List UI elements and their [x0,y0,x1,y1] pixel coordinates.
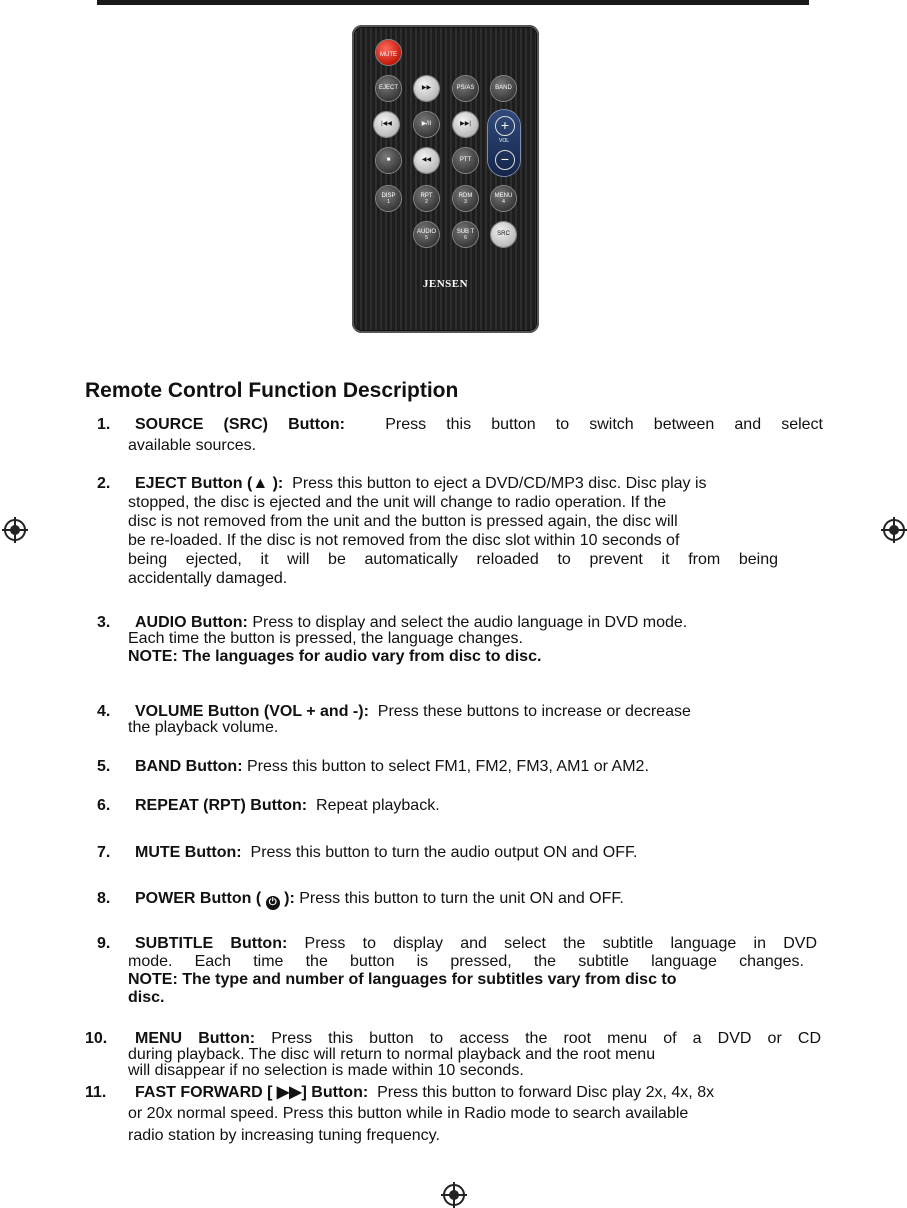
remote-prev-button: |◀◀ [374,112,399,137]
volume-plus-icon: + [495,116,515,136]
remote-rew-button: ◀◀ [414,148,439,173]
volume-label: VOL [498,138,509,144]
item-title: VOLUME Button (VOL + and -): [135,703,369,720]
remote-ptt-button: PTT [453,148,478,173]
item-title: REPEAT (RPT) Button: [135,797,308,814]
item-title: BAND Button: [135,758,243,775]
item-title: SOURCE (SRC) Button: [135,416,345,433]
remote-disp-button: DISP 1 [376,186,401,211]
item-title: POWER Button ( ⏻ ): [135,890,295,908]
remote-volume-rocker [488,110,520,176]
registration-mark-bottom-icon [443,1184,465,1206]
item-title: MENU Button: [135,1030,256,1047]
remote-eject-button: EJECT [376,76,401,101]
remote-brand-logo: JENSEN [422,278,469,290]
note-text: NOTE: The languages for audio vary from disc to disc. [128,648,542,665]
registration-mark-right-icon [883,519,905,541]
remote-audio-button: AUDIO 5 [414,222,439,247]
item-title: FAST FORWARD [ ▶▶] Button: [135,1084,369,1101]
remote-play-button: ▶/II [414,112,439,137]
top-rule [97,0,809,5]
registration-mark-left-icon [4,519,26,541]
remote-subt-button: SUB T 6 [453,222,478,247]
remote-mute-button: MUTE [376,40,401,65]
note-text: NOTE: The type and number of languages for subtitles vary from disc to [128,971,677,988]
power-icon: ⏻ [266,896,280,910]
remote-next-button: ▶▶| [453,112,478,137]
page-title: Remote Control Function Description [85,379,459,402]
item-title: MUTE Button: [135,844,242,861]
remote-band-button: BAND [491,76,516,101]
item-title: AUDIO Button: [135,614,248,631]
note-text-cont: disc. [128,989,165,1006]
volume-minus-icon: − [495,150,515,170]
remote-rpt-button: RPT 2 [414,186,439,211]
remote-src-button: SRC [491,222,516,247]
remote-psas-button: PS/AS [453,76,478,101]
item-title: EJECT Button (▲ ): [135,475,284,492]
item-title: SUBTITLE Button: [135,935,288,952]
remote-menu-button: MENU 4 [491,186,516,211]
remote-ff-button: ▶▶ [414,76,439,101]
remote-rdm-button: RDM 3 [453,186,478,211]
remote-stop-button: ■ [376,148,401,173]
